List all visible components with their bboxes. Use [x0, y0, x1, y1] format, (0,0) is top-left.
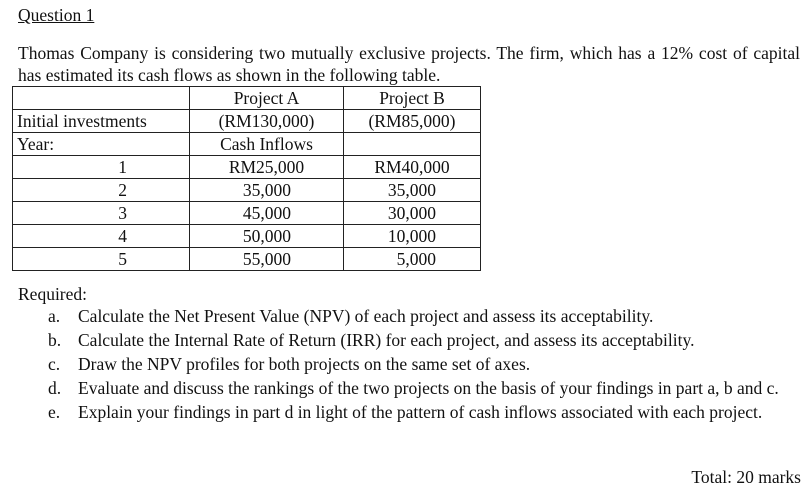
list-item [48, 401, 804, 423]
table-row [13, 179, 481, 202]
task-letter: c. [48, 354, 61, 374]
table-row [13, 156, 481, 179]
project-a-header: Project A [190, 87, 344, 110]
year-cell: 5 [13, 248, 190, 271]
initial-investment-row [13, 110, 481, 133]
cash-inflow-b: 10,000 [344, 225, 481, 248]
cash-inflow-a: 50,000 [190, 225, 344, 248]
list-item [48, 305, 804, 327]
question-heading: Question 1 [18, 5, 95, 25]
task-text: Evaluate and discuss the rankings of the two projects on the basis of your findings in part a, b and c. [78, 378, 779, 398]
task-letter: e. [48, 402, 61, 422]
initial-investment-b: (RM85,000) [344, 110, 481, 133]
cash-inflow-b: 35,000 [344, 179, 481, 202]
total-marks: Total: 20 marks [691, 467, 801, 487]
cash-inflow-a: RM25,000 [190, 156, 344, 179]
question-intro: Thomas Company is considering two mutually exclusive projects. The firm, which has a 12% cost of capital has estimated its cash flows as shown in the following table. [18, 43, 800, 85]
header-blank-cell [13, 87, 190, 110]
year-row-blank-cell [344, 133, 481, 156]
cash-inflow-a: 35,000 [190, 179, 344, 202]
initial-investment-label: Initial investments [13, 110, 190, 133]
table-row [13, 248, 481, 271]
year-cell: 1 [13, 156, 190, 179]
list-item [48, 377, 804, 399]
task-letter: a. [48, 306, 61, 326]
table-row [13, 225, 481, 248]
year-cell: 3 [13, 202, 190, 225]
cash-inflow-b: 30,000 [344, 202, 481, 225]
initial-investment-a: (RM130,000) [190, 110, 344, 133]
year-cell: 2 [13, 179, 190, 202]
cash-inflow-b: 5,000 [344, 248, 481, 271]
cash-inflow-a: 45,000 [190, 202, 344, 225]
required-label: Required: [18, 284, 88, 304]
cash-flow-table [12, 86, 481, 271]
task-letter: b. [48, 330, 62, 350]
year-header-row [13, 133, 481, 156]
task-text: Draw the NPV profiles for both projects on the same set of axes. [78, 354, 531, 374]
cash-inflow-b: RM40,000 [344, 156, 481, 179]
year-cell: 4 [13, 225, 190, 248]
task-text: Explain your findings in part d in light of the pattern of cash inflows associated with each project. [78, 402, 763, 422]
list-item [48, 353, 804, 375]
task-text: Calculate the Net Present Value (NPV) of each project and assess its acceptability. [78, 306, 654, 326]
task-text: Calculate the Internal Rate of Return (IRR) for each project, and assess its acceptability. [78, 330, 695, 350]
table-row [13, 202, 481, 225]
list-item [48, 329, 804, 351]
cash-inflow-a: 55,000 [190, 248, 344, 271]
project-b-header: Project B [344, 87, 481, 110]
year-label: Year: [13, 133, 190, 156]
cash-inflows-label: Cash Inflows [190, 133, 344, 156]
task-list [48, 305, 804, 425]
table-header-row [13, 87, 481, 110]
task-letter: d. [48, 378, 62, 398]
